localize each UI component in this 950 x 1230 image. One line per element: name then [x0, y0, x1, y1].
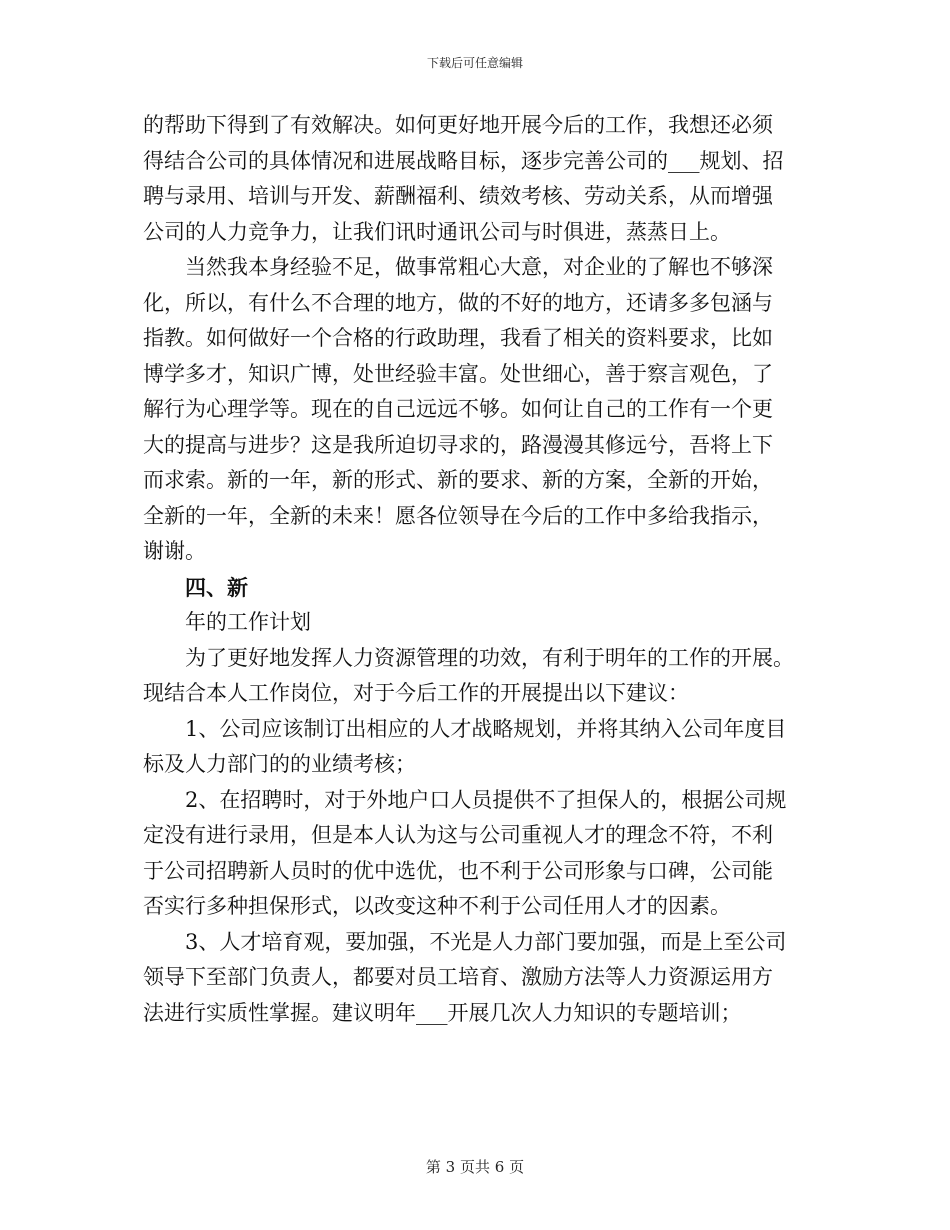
text-line: 当然我本身经验不足，做事常粗心大意，对企业的了解也不够深 [185, 255, 773, 279]
paragraph-item-1 [143, 712, 818, 783]
text-line: 大的提高与进步？这是我所迫切寻求的，路漫漫其修远兮，吾将上下 [143, 432, 773, 457]
text-line: 法进行实质性掌握。建议明年___开展几次人力知识的专题培训； [143, 1000, 742, 1025]
text-line: 3、人才培育观，要加强，不光是人力部门要加强，而是上至公司 [185, 929, 787, 954]
text-line: 得结合公司的具体情况和进展战略目标，逐步完善公司的___规划、招 [143, 148, 784, 173]
text-line: 领导下至部门负责人，都要对员工培育、激励方法等人力资源运用方 [143, 965, 773, 989]
text-line: 定没有进行录用，但是本人认为这与公司重视人才的理念不符，不利 [143, 823, 773, 847]
section-subtitle [143, 605, 818, 641]
section-heading-text: 四、新 [185, 574, 248, 600]
text-line: 于公司招聘新人员时的优中选优，也不利于公司形象与口碑，公司能 [143, 858, 773, 883]
text-line: 谢谢。 [143, 539, 206, 563]
section-heading [143, 570, 818, 606]
paragraph-2 [143, 250, 818, 570]
text-line: 博学多才，知识广博，处世经验丰富。处世细心，善于察言观色，了 [143, 361, 773, 386]
document-body [143, 108, 818, 1031]
paragraph-item-2 [143, 783, 818, 925]
section-subtitle-text: 年的工作计划 [185, 610, 311, 634]
paragraph-1 [143, 108, 818, 250]
page-footer: 第 3 页共 6 页 [425, 1158, 525, 1176]
text-line: 公司的人力竞争力，让我们讯时通讯公司与时俱进，蒸蒸日上。 [143, 219, 731, 244]
paragraph-item-3 [143, 925, 818, 1032]
text-line: 为了更好地发挥人力资源管理的功效，有利于明年的工作的开展。 [185, 645, 794, 670]
text-line: 而求索。新的一年，新的形式、新的要求、新的方案，全新的开始， [143, 468, 773, 492]
text-line: 2、在招聘时，对于外地户口人员提供不了担保人的，根据公司规 [185, 787, 787, 812]
text-line: 全新的一年，全新的未来！愿各位领导在今后的工作中多给我指示， [143, 503, 773, 528]
text-line: 否实行多种担保形式，以改变这种不利于公司任用人才的因素。 [143, 894, 731, 918]
text-line: 聘与录用、培训与开发、薪酬福利、绩效考核、劳动关系，从而增强 [143, 184, 773, 208]
text-line: 标及人力部门的的业绩考核； [143, 752, 416, 776]
paragraph-3 [143, 641, 818, 712]
text-line: 解行为心理学等。现在的自己远远不够。如何让自己的工作有一个更 [143, 397, 773, 421]
page-header: 下载后可任意编辑 [426, 56, 523, 70]
text-line: 现结合本人工作岗位，对于今后工作的开展提出以下建议： [143, 681, 689, 705]
text-line: 化，所以，有什么不合理的地方，做的不好的地方，还请多多包涵与 [143, 290, 773, 315]
text-line: 1、公司应该制订出相应的人才战略规划，并将其纳入公司年度目 [185, 716, 787, 741]
text-line: 指教。如何做好一个合格的行政助理，我看了相关的资料要求，比如 [143, 326, 773, 350]
text-line: 的帮助下得到了有效解决。如何更好地开展今后的工作，我想还必须 [143, 113, 773, 137]
